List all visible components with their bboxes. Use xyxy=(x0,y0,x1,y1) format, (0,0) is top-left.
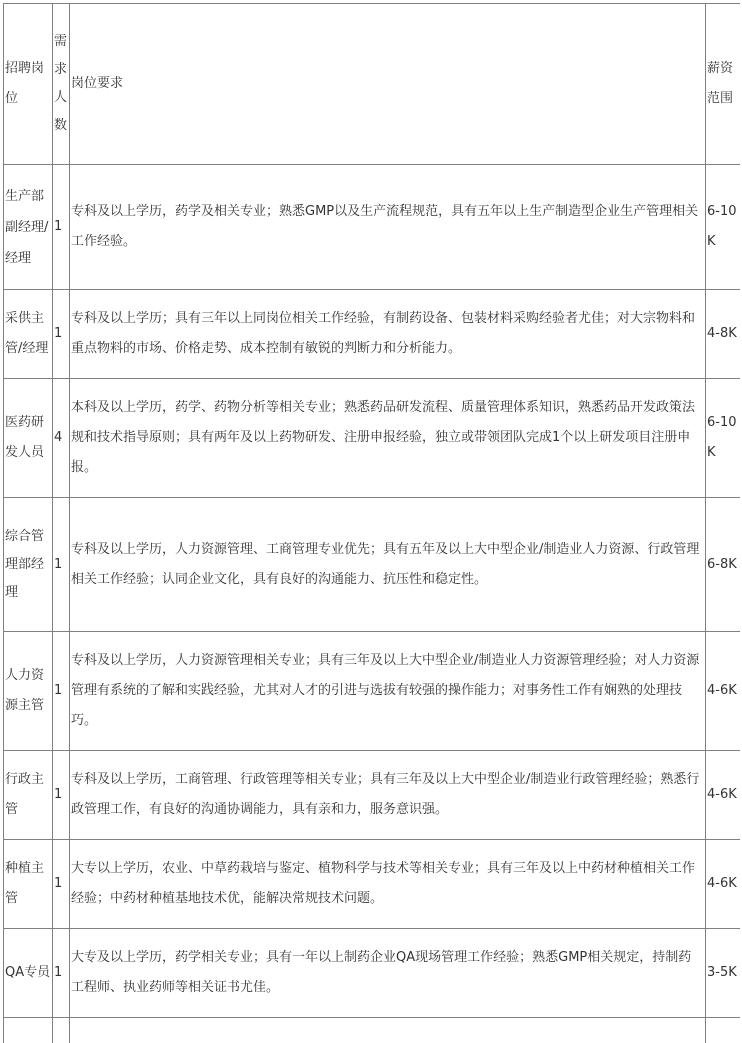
table-row-partial xyxy=(4,1018,741,1043)
empty-cell xyxy=(53,1018,70,1043)
table-row xyxy=(4,165,741,290)
table-row xyxy=(4,751,741,840)
salary-cell: 4-6K xyxy=(706,632,741,751)
empty-cell xyxy=(4,1018,53,1043)
requirements-cell: 专科及以上学历；具有三年以上同岗位相关工作经验，有制药设备、包装材料采购经验者尤佳；对大宗物料和重点物料的市场、价格走势、成本控制有敏锐的判断力和分析能力。 xyxy=(70,290,706,379)
header-row xyxy=(4,4,741,165)
table-row xyxy=(4,840,741,929)
salary-cell: 6-8K xyxy=(706,498,741,632)
salary-cell: 6-10K xyxy=(706,379,741,498)
table-row xyxy=(4,632,741,751)
position-cell: 采供主管/经理 xyxy=(4,290,53,379)
position-cell: 医药研发人员 xyxy=(4,379,53,498)
count-cell: 1 xyxy=(53,498,70,632)
requirements-cell: 本科及以上学历，药学、药物分析等相关专业；熟悉药品研发流程、质量管理体系知识，熟悉药品开发政策法规和技术指导原则；具有两年及以上药物研发、注册申报经验，独立或带领团队完成1个以上研发项目注册申报。 xyxy=(70,379,706,498)
recruitment-table-container xyxy=(3,3,740,1043)
position-cell: 综合管理部经理 xyxy=(4,498,53,632)
position-cell: 人力资源主管 xyxy=(4,632,53,751)
count-cell: 4 xyxy=(53,379,70,498)
salary-cell: 4-8K xyxy=(706,290,741,379)
position-cell: QA专员 xyxy=(4,929,53,1018)
recruitment-table xyxy=(3,3,740,1043)
requirements-cell: 专科及以上学历，人力资源管理相关专业；具有三年及以上大中型企业/制造业人力资源管理经验；对人力资源管理有系统的了解和实践经验，尤其对人才的引进与选拔有较强的操作能力；对事务性工作有娴熟的处理技巧。 xyxy=(70,632,706,751)
count-cell: 1 xyxy=(53,165,70,290)
salary-cell: 4-6K xyxy=(706,840,741,929)
count-cell: 1 xyxy=(53,751,70,840)
requirements-cell: 专科及以上学历，人力资源管理、工商管理专业优先；具有五年及以上大中型企业/制造业人力资源、行政管理相关工作经验；认同企业文化，具有良好的沟通能力、抗压性和稳定性。 xyxy=(70,498,706,632)
requirements-cell: 大专以上学历，农业、中草药栽培与鉴定、植物科学与技术等相关专业；具有三年及以上中药材种植相关工作经验；中药材种植基地技术优，能解决常规技术问题。 xyxy=(70,840,706,929)
header-salary: 薪资范围 xyxy=(706,4,741,165)
requirements-cell: 专科及以上学历，药学及相关专业；熟悉GMP以及生产流程规范，具有五年以上生产制造型企业生产管理相关工作经验。 xyxy=(70,165,706,290)
header-count: 需求人数 xyxy=(53,4,70,165)
empty-cell xyxy=(70,1018,706,1043)
salary-cell: 4-6K xyxy=(706,751,741,840)
position-cell: 生产部副经理/经理 xyxy=(4,165,53,290)
header-requirements: 岗位要求 xyxy=(70,4,706,165)
empty-cell xyxy=(706,1018,741,1043)
table-row xyxy=(4,290,741,379)
position-cell: 种植主管 xyxy=(4,840,53,929)
count-cell: 1 xyxy=(53,929,70,1018)
salary-cell: 3-5K xyxy=(706,929,741,1018)
table-row xyxy=(4,379,741,498)
requirements-cell: 大专及以上学历，药学相关专业；具有一年以上制药企业QA现场管理工作经验；熟悉GMP相关规定，持制药工程师、执业药师等相关证书尤佳。 xyxy=(70,929,706,1018)
requirements-cell: 专科及以上学历，工商管理、行政管理等相关专业；具有三年及以上大中型企业/制造业行政管理经验；熟悉行政管理工作，有良好的沟通协调能力，具有亲和力，服务意识强。 xyxy=(70,751,706,840)
salary-cell: 6-10K xyxy=(706,165,741,290)
count-cell: 1 xyxy=(53,632,70,751)
count-cell: 1 xyxy=(53,290,70,379)
table-row xyxy=(4,498,741,632)
position-cell: 行政主管 xyxy=(4,751,53,840)
count-cell: 1 xyxy=(53,840,70,929)
header-position: 招聘岗位 xyxy=(4,4,53,165)
table-row xyxy=(4,929,741,1018)
